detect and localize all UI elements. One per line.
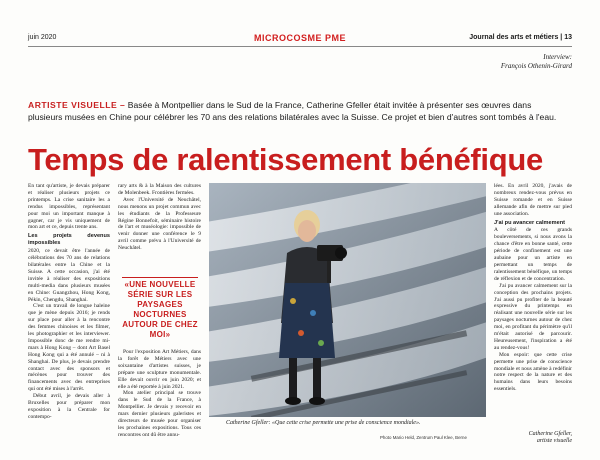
article-photo: [209, 183, 486, 417]
paragraph: C'est un travail de longue haleine que je mène depuis 2016; je rends sur place pour aller à la rencontre des femmes chinoises et les filmer, les photographier et les interviewer. Impossible donc de me rendre mi-mars à Hong Kong – dont Art Basel Hong Kong qui a été annulé – ni à Shanghai. De plus, je devais prendre contact avec des sponsors et mécènes pour trouver des financements avec des entreprises qui ont été mises à l'arrêt.: [28, 303, 110, 393]
article-headline: Temps de ralentissement bénéfique: [28, 142, 543, 177]
author-signature: [529, 431, 572, 445]
header-divider: [28, 46, 572, 47]
paragraph: lées. En avril 2020, j'avais de nombreux rendez-vous prévus en Suisse romande et en Suisse allemande afin de mettre sur pied une association.: [494, 183, 572, 217]
signature-role: artiste visuelle: [536, 438, 572, 444]
photo-credit: Photo Mario Held, Zentrum Paul Klee, Berne: [380, 435, 467, 440]
signature-name: Catherine Gfeller,: [528, 431, 572, 437]
section-title: MICROCOSME PME: [253, 33, 346, 43]
pull-quote: «UNE NOUVELLE SÉRIE SUR LES PAYSAGES NOCTURNES AUTOUR DE CHEZ MOI»: [122, 277, 198, 340]
paragraph: En tant qu'artiste, je devais préparer et réaliser plusieurs projets ce printemps. La crise sanitaire les a rendus impossibles, représentant pour moi un important manque à gagner, car je vis uniquement de mon art et ce, depuis trente ans.: [28, 183, 110, 231]
interview-credit: [501, 53, 572, 71]
issue-date: juin 2020: [28, 34, 57, 41]
paragraph: Avec l'Université de Neuchâtel, nous menons un projet commun avec les étudiants de la Professeure Régine Bonnefoit, séminaire histoire de l'art et muséologie: impossible de venir donner une conférence le 9 avril comme prévu à l'Université de Neuchâtel.: [118, 196, 201, 252]
paragraph: rary arts & à la Maison des cultures de Molenbeek. Frontières fermées.: [118, 183, 201, 196]
column-3: [494, 183, 572, 393]
intro-kicker: ARTISTE VISUELLE –: [28, 100, 126, 110]
subheading: Les projets devenus impossibles: [28, 233, 110, 247]
paragraph: Mon espoir: que cette crise permette une prise de conscience mondiale et nous amène à redéfinir notre respect de la nature et des humains dans leurs besoins essentiels.: [494, 351, 572, 393]
paragraph: A côté de ces grands bouleversements, si nous avons la chance d'être en bonne santé, cette période de confinement est une aubaine pour un artiste en permettant un temps de ralentissement bénéfique, un temps de réflexion et de concentration.: [494, 227, 572, 282]
intro-text: Basée à Montpellier dans le Sud de la France, Catherine Gfeller était invitée à présenter ses œuvres dans plusieurs musées en Chine pour célébrer les 70 ans des relations bilatérales avec la Suisse. Ce projet et bien d'autres sont tombés à l'eau.: [28, 100, 557, 122]
column-2: [118, 183, 201, 252]
column-1: [28, 183, 110, 421]
paragraph: Début avril, je devais aller à Bruxelles pour préparer mon exposition à la Centrale for contempo-: [28, 393, 110, 420]
paragraph: Mon atelier principal se trouve dans le Sud de la France, à Montpellier. Je devais y recevoir en mars dernier plusieurs galeristes et directeurs de musée pour organiser les prochaines expositions. Tous ces rencontres ont dû être annu-: [118, 390, 201, 438]
subheading: J'ai pu avancer calmement: [494, 219, 565, 226]
column-2-continued: [118, 349, 201, 439]
article-intro: [28, 100, 568, 123]
paragraph: 2020, ce devait être l'année de célébrations des 70 ans de relations bilatérales entre la Chine et la Suisse. A cette occasion, j'ai été invitée à réaliser des expositions multi-media dans plusieurs musées en Chine: Guangzhou, Hong Kong, Pékin, Chengdu, Shanghai.: [28, 248, 110, 303]
paragraph: J'ai pu avancer calmement sur la conception des prochains projets. J'ai aussi pu profiter de la beauté expressive du printemps en réalisant une nouvelle série sur les paysages nocturnes autour de chez moi, en profitant du périmètre qu'il m'était autorisé de parcourir. Heureusement, l'inspiration a été au rendez-vous!: [494, 282, 572, 351]
photo-illustration: [209, 183, 486, 417]
interview-label: Interview:: [543, 53, 572, 61]
paragraph: Pour l'exposition Art Métiers, dans la forêt de Métiers avec une soixantaine d'artistes suisses, je prépare une sculpture monumentale. Elle devait ouvrir en juin 2020; et elle a été reportée à juin 2021.: [118, 349, 201, 390]
interview-author: François Othenin-Girard: [500, 62, 572, 70]
photo-caption: Catherine Gfeller: «Que cette crise permette une prise de conscience mondiale».: [226, 420, 421, 426]
publication-name: Journal des arts et métiers | 13: [469, 34, 572, 41]
